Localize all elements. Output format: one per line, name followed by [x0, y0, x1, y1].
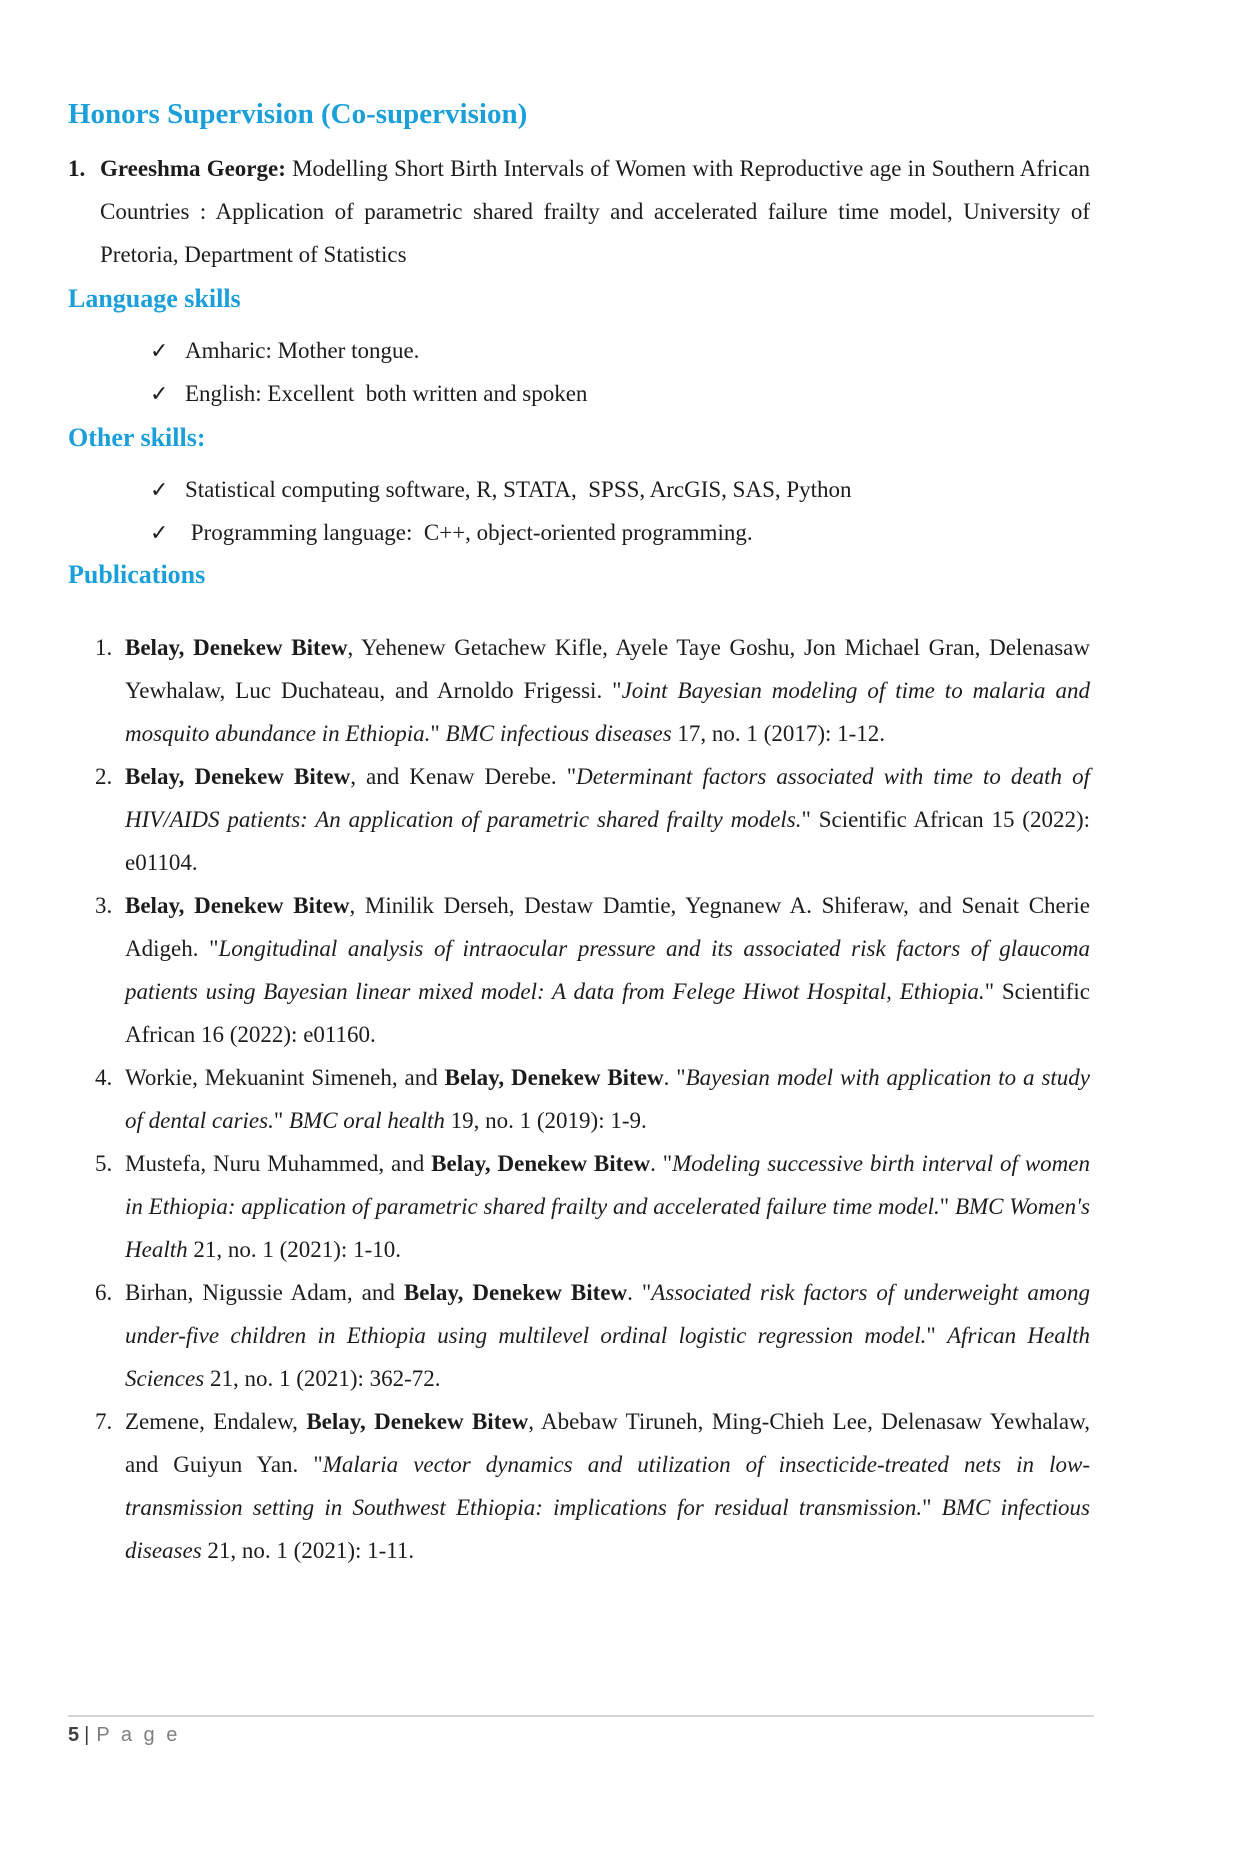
checkmark-icon: ✓: [150, 520, 169, 545]
checkmark-icon: ✓: [150, 381, 169, 406]
text-run-bold: Belay, Denekew Bitew: [125, 893, 350, 918]
text-run-normal: , Yehenew Getachew Kifle, Ayele Taye Goshu, Jon Michael Gran, Delenasaw Yewhalaw, Luc Duchateau, and Arnoldo Frigessi. ": [125, 635, 1090, 703]
text-run-italic: Malaria vector dynamics and utilization of insecticide-treated nets in low-transmission setting in Southwest Ethiopia: implications for residual transmission.: [125, 1452, 1090, 1520]
text-run-normal: . ": [650, 1151, 673, 1176]
text-run-normal: 17, no. 1 (2017): 1-12.: [671, 721, 886, 746]
text-run-normal: Modelling Short Birth Intervals of Women with Reproductive age in Southern African Countries : Application of parametric shared frailty and accelerated failure time model, University of Pretoria, Department of Statistics: [100, 156, 1090, 267]
other-skills-list: [150, 468, 1090, 554]
text-run-normal: 21, no. 1 (2021): 1-10.: [187, 1237, 401, 1262]
publication-item: [95, 1271, 1090, 1400]
text-run-normal: ": [939, 1194, 955, 1219]
text-run-normal: 21, no. 1 (2021): 362-72.: [204, 1366, 441, 1391]
text-run-italic: Longitudinal analysis of intraocular pressure and its associated risk factors of glaucoma patients using Bayesian linear mixed model: A data from Felege Hiwot Hospital, Ethiopia.: [125, 936, 1090, 1004]
page-number: 5: [68, 1724, 80, 1746]
text-run-bold: Belay, Denekew Bitew: [444, 1065, 664, 1090]
text-run-normal: ": [922, 1495, 942, 1520]
publication-number: 1.: [95, 635, 113, 660]
check-list-item: [150, 329, 1090, 372]
check-list-item: [150, 468, 1090, 511]
check-item-text: Statistical computing software, R, STATA, SPSS, ArcGIS, SAS, Python: [185, 477, 852, 502]
page-footer: [68, 1715, 1094, 1747]
text-run-italic: BMC infectious diseases: [125, 1495, 1090, 1563]
publications-heading: Publications: [68, 560, 206, 589]
text-run-normal: . ": [663, 1065, 686, 1090]
supervision-text: [100, 147, 1090, 276]
publication-number: 2.: [95, 764, 113, 789]
text-run-normal: Mustefa, Nuru Muhammed, and: [125, 1151, 432, 1176]
publication-text: [125, 884, 1090, 1056]
text-run-italic: Determinant factors associated with time to death of HIV/AIDS patients: An application of parametric shared frailty models.: [125, 764, 1090, 832]
check-item-text: English: Excellent both written and spoken: [185, 381, 588, 406]
publication-item: [95, 884, 1090, 1056]
text-run-normal: ": [430, 721, 446, 746]
text-run-normal: Zemene, Endalew,: [125, 1409, 307, 1434]
text-run-italic: Joint Bayesian modeling of time to malaria and mosquito abundance in Ethiopia.: [125, 678, 1090, 746]
publication-text: [125, 1142, 1090, 1271]
checkmark-icon: ✓: [150, 477, 169, 502]
honors-supervision-list: [68, 147, 1090, 276]
publication-number: 7.: [95, 1409, 113, 1434]
text-run-normal: " Scientific African 15 (2022): e01104.: [125, 807, 1090, 875]
publication-text: [125, 626, 1090, 755]
publications-list: [95, 626, 1090, 1572]
publication-number: 4.: [95, 1065, 113, 1090]
publication-item: [95, 1056, 1090, 1142]
publication-text: [125, 1400, 1090, 1572]
text-run-bold: Greeshma George:: [100, 156, 286, 181]
footer-separator: |: [84, 1724, 90, 1746]
publication-number: 5.: [95, 1151, 113, 1176]
text-run-italic: African Health Sciences: [125, 1323, 1091, 1391]
text-run-bold: Belay, Denekew Bitew: [306, 1409, 529, 1434]
check-item-text: Programming language: C++, object-oriented programming.: [185, 520, 753, 545]
text-run-normal: , and Kenaw Derebe. ": [350, 764, 577, 789]
honors-supervision-heading: Honors Supervision (Co-supervision): [68, 98, 528, 130]
language-skills-list: [150, 329, 1090, 415]
text-run-normal: . ": [627, 1280, 652, 1305]
publication-item: [95, 1400, 1090, 1572]
text-run-normal: Workie, Mekuanint Simeneh, and: [125, 1065, 445, 1090]
text-run-bold: Belay, Denekew Bitew: [125, 764, 351, 789]
other-skills-heading: Other skills:: [68, 423, 206, 452]
publication-item: [95, 626, 1090, 755]
publication-number: 6.: [95, 1280, 113, 1305]
text-run-normal: , Minilik Derseh, Destaw Damtie, Yegnanew A. Shiferaw, and Senait Cherie Adigeh. ": [125, 893, 1091, 961]
publication-text: [125, 1056, 1090, 1142]
text-run-bold: Belay, Denekew Bitew: [403, 1280, 628, 1305]
text-run-italic: BMC oral health: [288, 1108, 445, 1133]
item-number: 1.: [68, 156, 86, 181]
document-page: [0, 96, 1241, 1851]
text-run-italic: Bayesian model with application to a study of dental caries.: [125, 1065, 1090, 1133]
text-run-normal: ": [926, 1323, 948, 1348]
publication-item: [95, 755, 1090, 884]
check-list-item: [150, 511, 1090, 554]
publication-item: [95, 1142, 1090, 1271]
text-run-italic: Associated risk factors of underweight among under-five children in Ethiopia using multilevel ordinal logistic regression model.: [125, 1280, 1091, 1348]
text-run-italic: Modeling successive birth interval of women in Ethiopia: application of parametric shared frailty and accelerated failure time model.: [125, 1151, 1090, 1219]
supervision-item: [68, 147, 1090, 276]
text-run-italic: BMC Women's Health: [125, 1194, 1090, 1262]
publication-text: [125, 755, 1090, 884]
text-run-normal: 19, no. 1 (2019): 1-9.: [444, 1108, 647, 1133]
text-run-bold: Belay, Denekew Bitew: [431, 1151, 651, 1176]
check-item-text: Amharic: Mother tongue.: [185, 338, 420, 363]
text-run-normal: Birhan, Nigussie Adam, and: [125, 1280, 404, 1305]
text-run-normal: 21, no. 1 (2021): 1-11.: [201, 1538, 415, 1563]
text-run-normal: ": [273, 1108, 289, 1133]
text-run-italic: BMC infectious diseases: [445, 721, 672, 746]
publication-number: 3.: [95, 893, 113, 918]
footer-page-label: P a g e: [96, 1724, 181, 1746]
text-run-bold: Belay, Denekew Bitew: [125, 635, 348, 660]
checkmark-icon: ✓: [150, 338, 169, 363]
publication-text: [125, 1271, 1090, 1400]
check-list-item: [150, 372, 1090, 415]
text-run-normal: , Abebaw Tiruneh, Ming-Chieh Lee, Delenasaw Yewhalaw, and Guiyun Yan. ": [125, 1409, 1090, 1477]
language-skills-heading: Language skills: [68, 284, 241, 313]
text-run-normal: " Scientific African 16 (2022): e01160.: [125, 979, 1091, 1047]
